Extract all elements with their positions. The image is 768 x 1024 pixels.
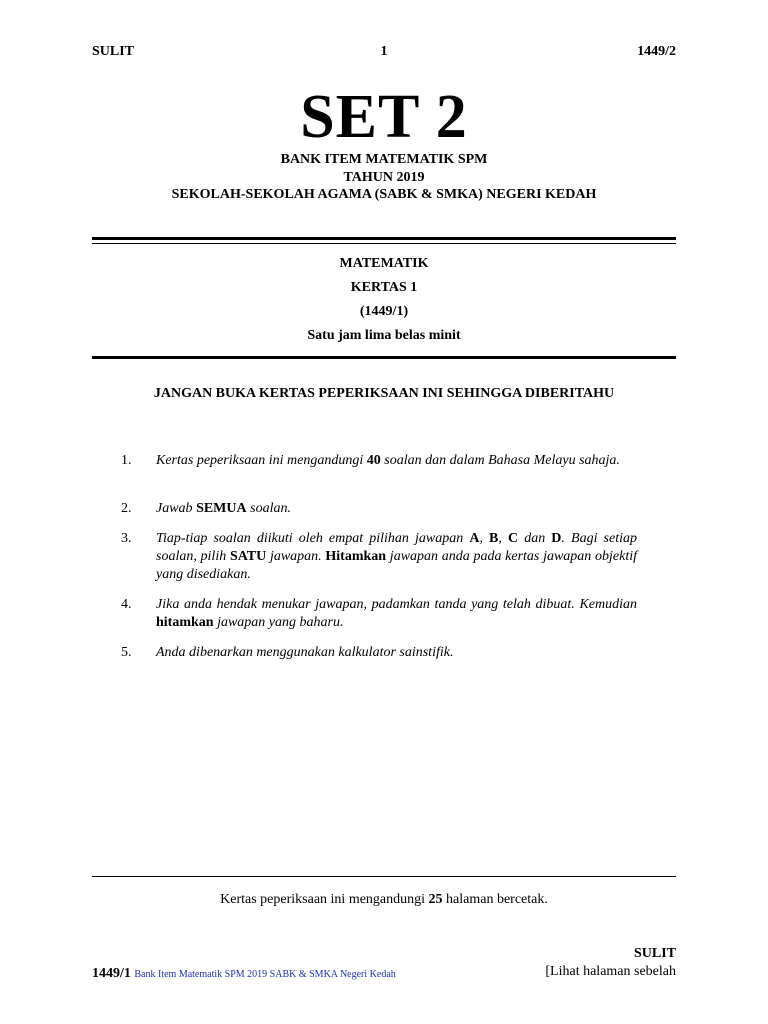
paper-duration: Satu jam lima belas minit: [307, 328, 461, 343]
page-number: 1: [380, 44, 388, 59]
instruction-item: [121, 596, 637, 632]
footer-classification: SULIT: [633, 946, 676, 961]
divider-thick: [92, 237, 676, 240]
footer-code: 1449/1 Bank Item Matematik SPM 2019 SABK & SMKA Negeri Kedah: [92, 966, 396, 981]
instruction-item: [121, 452, 637, 470]
instruction-number: 1.: [121, 453, 132, 468]
instruction-text: Jawab SEMUA soalan.: [156, 501, 291, 516]
instruction-text: Tiap-tiap soalan diikuti oleh empat pilihan jawapan A, B, C dan D. Bagi setiap soalan, pilih SATU jawapan. Hitamkan jawapan anda pada kertas jawapan objektif yang disediakan.: [156, 531, 638, 582]
instruction-number: 3.: [121, 531, 132, 546]
instruction-number: 2.: [121, 501, 132, 516]
instruction-number: 5.: [121, 645, 132, 660]
instruction-item: [121, 530, 637, 584]
instruction-text: Anda dibenarkan menggunakan kalkulator sainstifik.: [156, 645, 454, 660]
school-title: SEKOLAH-SEKOLAH AGAMA (SABK & SMKA) NEGERI KEDAH: [171, 187, 597, 202]
header-paper-code: 1449/2: [637, 44, 676, 59]
year-title: TAHUN 2019: [343, 170, 425, 185]
instruction-text: Jika anda hendak menukar jawapan, padamkan tanda yang telah dibuat. Kemudian hitamkan jawapan yang baharu.: [156, 597, 637, 630]
instruction-item: [121, 644, 637, 662]
paper-code: (1449/1): [359, 304, 409, 319]
instruction-item: [121, 500, 637, 518]
bank-credit: Bank Item Matematik SPM 2019 SABK & SMKA Negeri Kedah: [134, 969, 396, 980]
next-page-note: [Lihat halaman sebelah: [545, 964, 676, 979]
divider-thin: [92, 243, 676, 244]
instruction-number: 4.: [121, 597, 132, 612]
page-count-note: Kertas peperiksaan ini mengandungi 25 halaman bercetak.: [220, 892, 548, 907]
subject-title: MATEMATIK: [339, 256, 429, 271]
exam-warning: JANGAN BUKA KERTAS PEPERIKSAAN INI SEHINGGA DIBERITAHU: [153, 386, 615, 401]
bank-title: BANK ITEM MATEMATIK SPM: [280, 152, 488, 167]
set-title: SET 2: [300, 83, 468, 151]
paper-title: KERTAS 1: [350, 280, 418, 295]
divider-thick: [92, 356, 676, 359]
footer-divider: [92, 876, 676, 877]
instruction-text: Kertas peperiksaan ini mengandungi 40 soalan dan dalam Bahasa Melayu sahaja.: [156, 453, 620, 468]
header-classification: SULIT: [92, 44, 135, 59]
